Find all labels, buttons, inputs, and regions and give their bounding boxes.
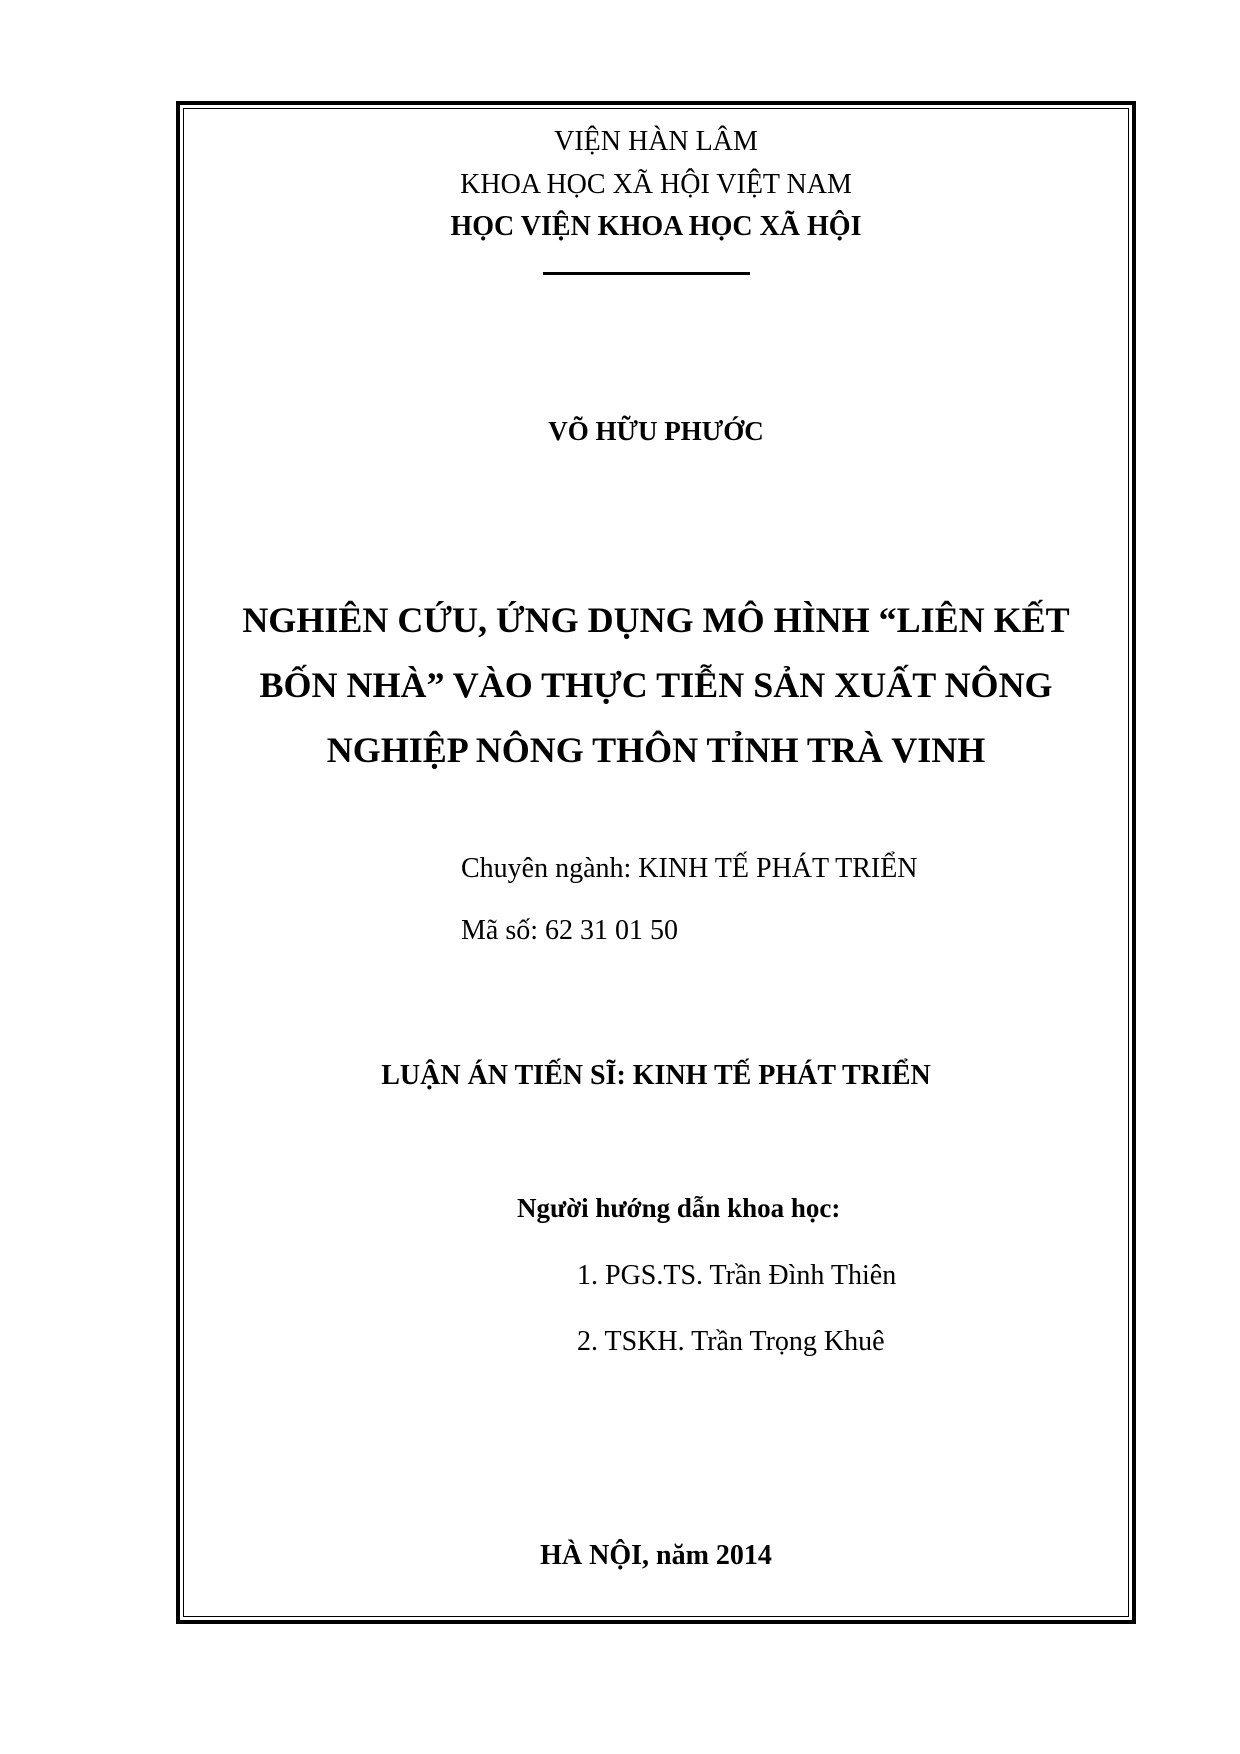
- header-divider: [543, 272, 750, 275]
- institution-line-1: VIỆN HÀN LÂM: [554, 126, 758, 157]
- thesis-title-line-1: NGHIÊN CỨU, ỨNG DỤNG MÔ HÌNH “LIÊN KẾT: [242, 600, 1070, 640]
- place-and-year: HÀ NỘI, năm 2014: [540, 1540, 772, 1571]
- institution-name: HỌC VIỆN KHOA HỌC XÃ HỘI: [450, 211, 862, 242]
- institution-line-2: KHOA HỌC XÃ HỘI VIỆT NAM: [460, 169, 852, 200]
- specialization-code: Mã số: 62 31 01 50: [461, 915, 678, 946]
- degree-title: LUẬN ÁN TIẾN SĨ: KINH TẾ PHÁT TRIỂN: [381, 1060, 931, 1091]
- thesis-title-line-3: NGHIỆP NÔNG THÔN TỈNH TRÀ VINH: [326, 730, 986, 770]
- advisor-item: 2. TSKH. Trần Trọng Khuê: [577, 1326, 885, 1357]
- advisors-heading: Người hướng dẫn khoa học:: [517, 1193, 841, 1223]
- advisor-item: 1. PGS.TS. Trần Đình Thiên: [577, 1260, 897, 1291]
- author-name: VÕ HỮU PHƯỚC: [548, 416, 764, 446]
- specialization: Chuyên ngành: KINH TẾ PHÁT TRIỂN: [461, 853, 918, 884]
- thesis-title-line-2: BỐN NHÀ” VÀO THỰC TIỄN SẢN XUẤT NÔNG: [259, 665, 1053, 705]
